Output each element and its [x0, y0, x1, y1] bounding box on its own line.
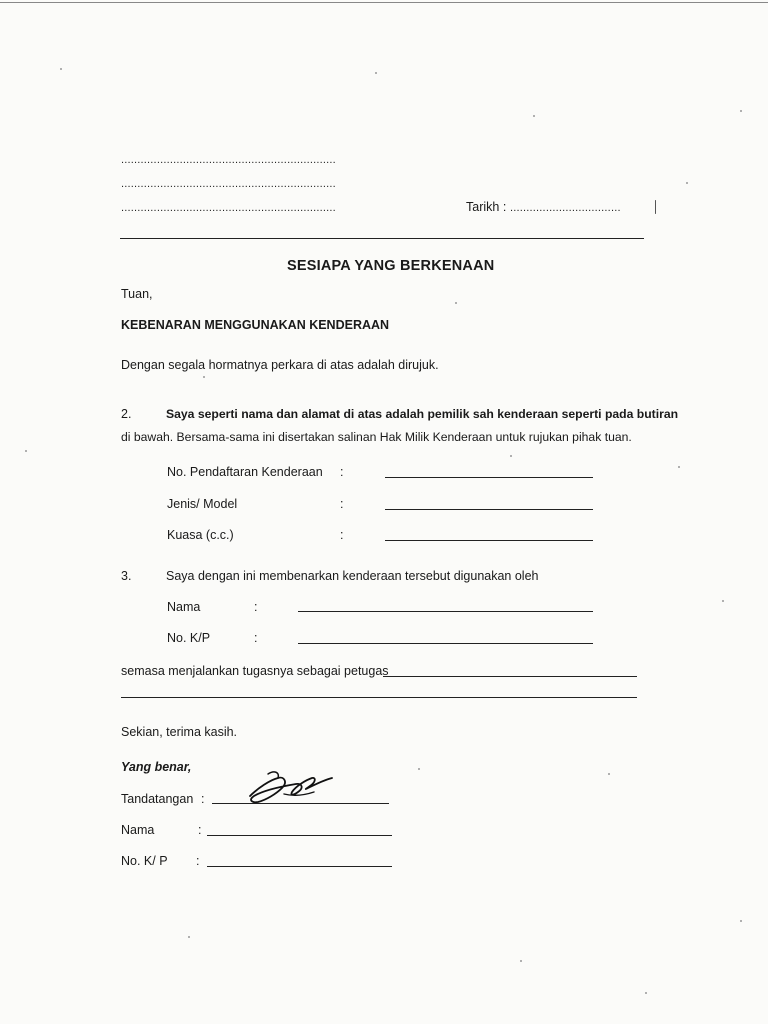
scan-mark	[655, 200, 656, 214]
para2-line1: Saya seperti nama dan alamat di atas adalah pemilik sah kenderaan seperti pada butiran	[166, 407, 679, 421]
closing-text: Sekian, terima kasih.	[121, 725, 238, 739]
field-label-ic-number: No. K/P	[167, 631, 211, 645]
address-line-3[interactable]: ..................................................................	[121, 202, 336, 214]
duty-text: semasa menjalankan tugasnya sebagai petugas	[121, 664, 389, 678]
user-ic-input-line[interactable]	[298, 643, 593, 644]
field-colon: :	[201, 792, 205, 806]
salutation: Tuan,	[121, 287, 153, 301]
address-line-1[interactable]: ..................................................................	[121, 154, 336, 166]
field-colon: :	[340, 497, 344, 511]
scan-speck	[533, 115, 535, 117]
field-colon: :	[254, 600, 258, 614]
scan-speck	[608, 773, 610, 775]
scan-speck	[722, 600, 724, 602]
date-label: Tarikh :	[466, 200, 507, 214]
field-label-name: Nama	[167, 600, 201, 614]
scan-speck	[203, 376, 205, 378]
scan-speck	[740, 110, 742, 112]
field-label-registration: No. Pendaftaran Kenderaan	[167, 465, 323, 479]
date-field[interactable]: ..................................	[510, 202, 621, 214]
scan-speck	[418, 768, 420, 770]
signer-ic-label: No. K/ P	[121, 854, 168, 868]
signer-ic-input-line[interactable]	[207, 866, 392, 867]
scan-top-edge	[0, 2, 768, 3]
page-title: SESIAPA YANG BERKENAAN	[287, 258, 495, 274]
handwritten-signature	[244, 766, 340, 810]
intro-text: Dengan segala hormatnya perkara di atas adalah dirujuk.	[121, 358, 439, 372]
scan-speck	[520, 960, 522, 962]
scan-speck	[645, 992, 647, 994]
field-label-model: Jenis/ Model	[167, 497, 238, 511]
field-colon: :	[340, 465, 344, 479]
scan-speck	[510, 455, 512, 457]
para2-number: 2.	[121, 407, 132, 421]
subject: KEBENARAN MENGGUNAKAN KENDERAAN	[121, 318, 390, 332]
scan-speck	[455, 302, 457, 304]
scan-speck	[60, 68, 62, 70]
signer-name-input-line[interactable]	[207, 835, 392, 836]
scan-speck	[678, 466, 680, 468]
field-colon: :	[196, 854, 200, 868]
header-divider	[120, 238, 644, 239]
scan-speck	[188, 936, 190, 938]
para2-line2: di bawah. Bersama-sama ini disertakan salinan Hak Milik Kenderaan untuk rujukan pihak tuan.	[121, 430, 632, 444]
yang-benar: Yang benar,	[121, 760, 192, 774]
field-colon: :	[340, 528, 344, 542]
scan-speck	[686, 182, 688, 184]
signature-label: Tandatangan	[121, 792, 194, 806]
registration-input-line[interactable]	[385, 477, 593, 478]
duty-input-line[interactable]	[383, 676, 637, 677]
engine-capacity-input-line[interactable]	[385, 540, 593, 541]
para3-text: Saya dengan ini membenarkan kenderaan tersebut digunakan oleh	[166, 569, 539, 583]
para3-number: 3.	[121, 569, 132, 583]
address-line-2[interactable]: ..................................................................	[121, 178, 336, 190]
duty-input-line-continued[interactable]	[121, 697, 637, 698]
field-colon: :	[254, 631, 258, 645]
field-label-engine-capacity: Kuasa (c.c.)	[167, 528, 234, 542]
model-input-line[interactable]	[385, 509, 593, 510]
signer-name-label: Nama	[121, 823, 155, 837]
field-colon: :	[198, 823, 202, 837]
user-name-input-line[interactable]	[298, 611, 593, 612]
scan-speck	[25, 450, 27, 452]
scan-speck	[740, 920, 742, 922]
scan-speck	[375, 72, 377, 74]
